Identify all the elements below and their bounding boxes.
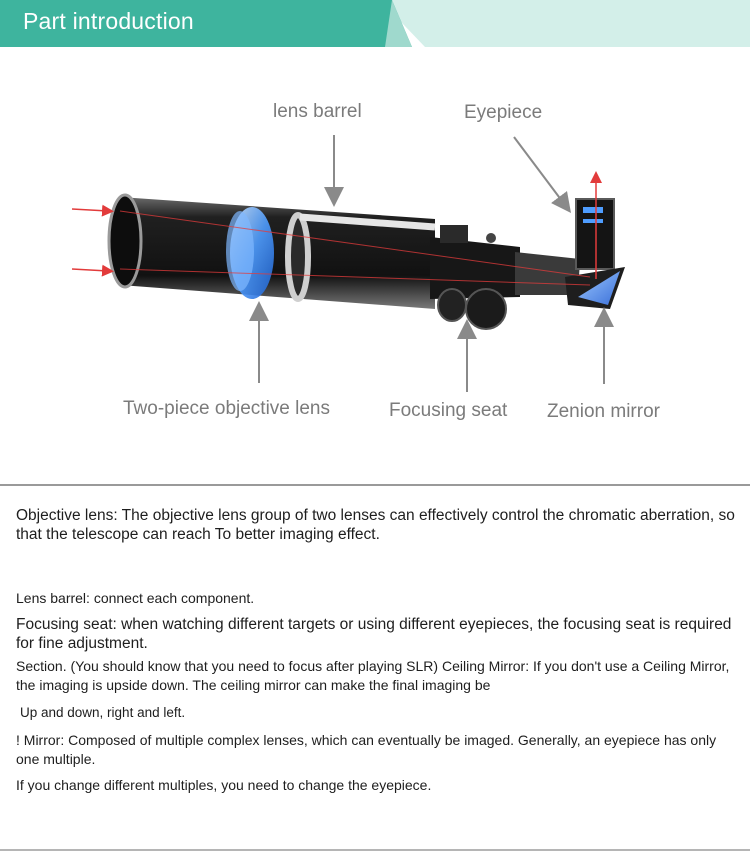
desc-focusing-seat: Focusing seat: when watching different targets or using different eyepieces, the focusing seat is required for fine adjustment. xyxy=(16,616,732,652)
top-divider xyxy=(0,484,750,486)
label-focusing-seat: Focusing seat xyxy=(389,400,508,421)
bottom-divider xyxy=(0,849,750,851)
label-lens-barrel: lens barrel xyxy=(273,101,362,122)
draw-tube xyxy=(430,225,580,329)
header-title: Part introduction xyxy=(23,8,194,34)
desc-objective-lens: Objective lens: The objective lens group of two lenses can effectively control the chromatic aberration, so that the telescope can reach To better imaging effect. xyxy=(16,507,735,543)
telescope-diagram xyxy=(0,47,750,482)
desc-up-down: Up and down, right and left. xyxy=(20,705,186,720)
desc-lens-barrel: Lens barrel: connect each component. xyxy=(16,590,255,606)
objective-lens xyxy=(226,207,274,299)
label-objective-lens: Two-piece objective lens xyxy=(123,398,330,419)
label-zenith-mirror: Zenion mirror xyxy=(547,401,660,422)
desc-section-ceiling-mirror: Section. (You should know that you need to focus after playing SLR) Ceiling Mirror: If you don't use a Ceiling Mirror, the imaging is upside down. The ceiling mirror can make the final imaging be xyxy=(16,658,730,693)
desc-mirror: ! Mirror: Composed of multiple complex lenses, which can eventually be imaged. Generally, an eyepiece has only one multiple. xyxy=(16,732,717,767)
eyepiece-assembly xyxy=(565,199,625,309)
section-header xyxy=(0,0,750,47)
desc-multiples: If you change different multiples, you need to change the eyepiece. xyxy=(16,777,432,793)
label-eyepiece: Eyepiece xyxy=(464,102,543,123)
